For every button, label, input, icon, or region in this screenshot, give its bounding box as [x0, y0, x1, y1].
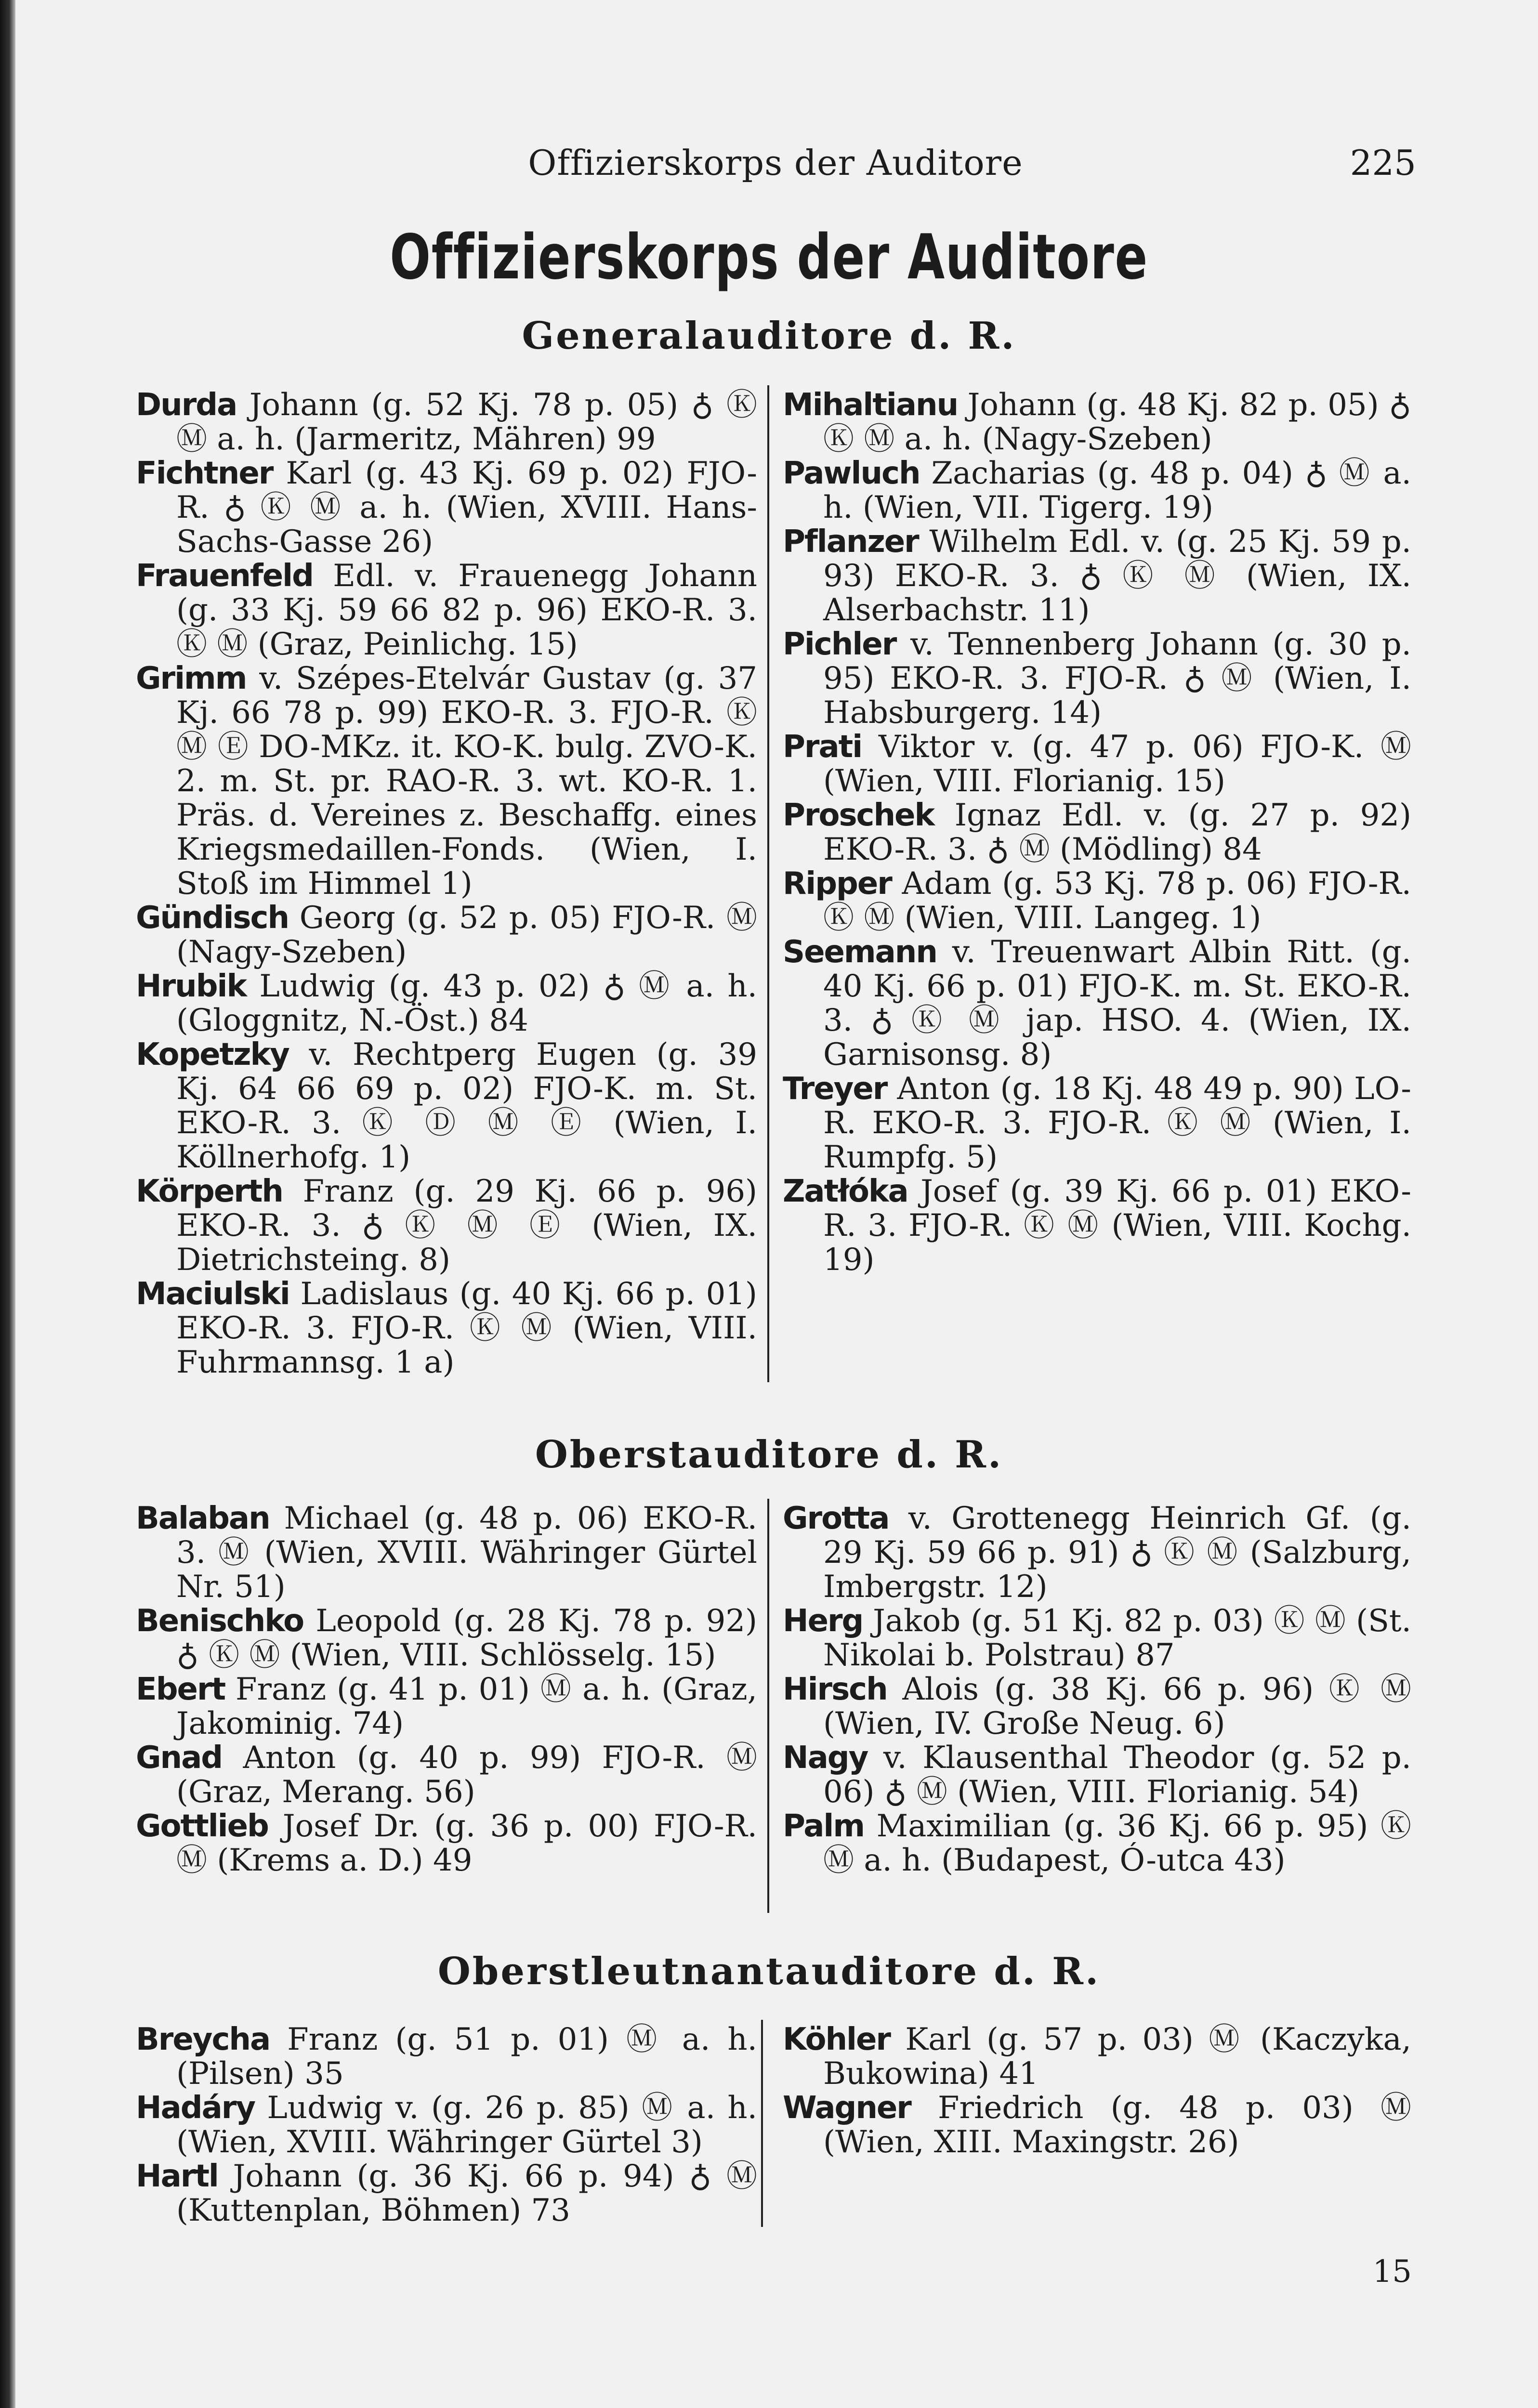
entry-details: Karl (g. 43 Kj. 69 p. 02) FJO-R. ♁ Ⓚ Ⓜ a. h. (Wien, XVIII. Hans-Sachs-Gasse 26) [176, 456, 757, 560]
section-heading-oberstauditore: Oberstauditore d. R. [535, 1433, 1003, 1477]
column-divider [767, 385, 769, 1382]
entry-details: Franz (g. 29 Kj. 66 p. 96) EKO-R. 3. ♁ Ⓚ Ⓜ Ⓔ (Wien, IX. Dietrichsteing. 8) [176, 1174, 757, 1278]
entry-surname: Gottlieb [136, 1808, 268, 1844]
directory-entry [136, 901, 757, 969]
entry-details: Franz (g. 51 p. 01) Ⓜ a. h. (Pilsen) 35 [176, 2022, 757, 2092]
page-header [135, 143, 1416, 191]
directory-entry [783, 628, 1411, 730]
entry-surname: Balaban [136, 1501, 270, 1536]
directory-entry [783, 1175, 1411, 1277]
entry-surname: Proschek [783, 798, 934, 833]
directory-entry [783, 730, 1411, 798]
directory-entry [783, 457, 1411, 525]
entry-details: Alois (g. 38 Kj. 66 p. 96) Ⓚ Ⓜ (Wien, IV. Große Neug. 6) [823, 1672, 1411, 1741]
entry-surname: Körperth [136, 1174, 283, 1209]
directory-entry [136, 969, 757, 1038]
directory-entry [783, 798, 1411, 867]
section-generalauditore-left-column [136, 388, 757, 1380]
directory-entry [783, 1741, 1411, 1809]
column-divider [767, 1499, 769, 1913]
entry-surname: Mihaltianu [783, 387, 958, 423]
directory-entry [136, 1673, 757, 1741]
entry-surname: Zatłóka [783, 1174, 908, 1209]
entry-details: Friedrich (g. 48 p. 03) Ⓜ (Wien, XIII. Maxingstr. 26) [823, 2090, 1411, 2160]
entry-surname: Ebert [136, 1672, 225, 1707]
page-number: 225 [1350, 143, 1416, 183]
entry-surname: Köhler [783, 2022, 890, 2057]
directory-entry [136, 559, 757, 662]
entry-details: Ludwig (g. 43 p. 02) ♁ Ⓜ a. h. (Gloggnitz, N.-Öst.) 84 [176, 968, 757, 1038]
entry-details: Josef (g. 39 Kj. 66 p. 01) EKO-R. 3. FJO-R. Ⓚ Ⓜ (Wien, VIII. Kochg. 19) [823, 1174, 1411, 1278]
directory-entry [783, 1809, 1411, 1878]
entry-surname: Wagner [783, 2090, 911, 2126]
section-heading-generalauditore: Generalauditore d. R. [522, 314, 1016, 358]
section-generalauditore-right-column [783, 388, 1411, 1277]
entry-surname: Pflanzer [783, 524, 919, 560]
directory-entry [136, 2159, 757, 2228]
directory-entry [783, 1502, 1411, 1604]
entry-surname: Maciulski [136, 1276, 289, 1312]
entry-surname: Grotta [783, 1501, 889, 1536]
entry-surname: Kopetzky [136, 1037, 289, 1073]
entry-details: Johann (g. 52 Kj. 78 p. 05) ♁ Ⓚ Ⓜ a. h. (Jarmeritz, Mähren) 99 [176, 387, 757, 457]
entry-surname: Breycha [136, 2022, 270, 2057]
entry-details: Josef Dr. (g. 36 p. 00) FJO-R. Ⓜ (Krems a. D.) 49 [176, 1808, 757, 1878]
directory-entry [783, 2023, 1411, 2091]
entry-surname: Prati [783, 729, 862, 765]
entry-surname: Hartl [136, 2159, 218, 2194]
entry-surname: Gnad [136, 1740, 223, 1776]
entry-details: v. Grottenegg Heinrich Gf. (g. 29 Kj. 59 66 p. 91) ♁ Ⓚ Ⓜ (Salzburg, Imbergstr. 12) [823, 1501, 1411, 1605]
entry-details: Anton (g. 18 Kj. 48 49 p. 90) LO-R. EKO-R. 3. FJO-R. Ⓚ Ⓜ (Wien, I. Rumpfg. 5) [823, 1071, 1411, 1175]
directory-entry [136, 1175, 757, 1277]
entry-surname: Palm [783, 1808, 864, 1844]
entry-surname: Gündisch [136, 900, 289, 936]
entry-details: Edl. v. Frauenegg Johann (g. 33 Kj. 59 66 82 p. 96) EKO-R. 3. Ⓚ Ⓜ (Graz, Peinlichg. 15) [176, 558, 757, 662]
directory-entry [136, 2091, 757, 2159]
running-head: Offizierskorps der Auditore [528, 143, 1023, 183]
entry-details: Ludwig v. (g. 26 p. 85) Ⓜ a. h. (Wien, XVIII. Währinger Gürtel 3) [176, 2090, 757, 2160]
directory-entry [136, 1604, 757, 1673]
entry-surname: Hadáry [136, 2090, 255, 2126]
entry-details: Maximilian (g. 36 Kj. 66 p. 95) Ⓚ Ⓜ a. h. (Budapest, Ó-utca 43) [823, 1808, 1411, 1878]
entry-surname: Pichler [783, 627, 896, 662]
directory-entry [136, 1741, 757, 1809]
section-oberstleutnantauditore-right-column [783, 2023, 1411, 2159]
entry-details: Johann (g. 36 Kj. 66 p. 94) ♁ Ⓜ (Kuttenplan, Böhmen) 73 [176, 2159, 757, 2228]
page-title: Offizierskorps der Auditore [390, 222, 1148, 293]
entry-surname: Herg [783, 1603, 863, 1639]
entry-details: v. Rechtperg Eugen (g. 39 Kj. 64 66 69 p. 02) FJO-K. m. St. EKO-R. 3. Ⓚ Ⓓ Ⓜ Ⓔ (Wien, I. Köllnerhofg. 1) [176, 1037, 757, 1175]
entry-details: v. Klausenthal Theodor (g. 52 p. 06) ♁ Ⓜ (Wien, VIII. Florianig. 54) [823, 1740, 1411, 1810]
directory-entry [136, 1038, 757, 1175]
section-oberstleutnantauditore-left-column [136, 2023, 757, 2228]
entry-surname: Benischko [136, 1603, 304, 1639]
directory-entry [136, 457, 757, 559]
directory-entry [783, 388, 1411, 457]
entry-surname: Pawluch [783, 456, 920, 491]
entry-surname: Hirsch [783, 1672, 887, 1707]
directory-entry [783, 867, 1411, 935]
directory-entry [136, 1502, 757, 1604]
entry-details: Zacharias (g. 48 p. 04) ♁ Ⓜ a. h. (Wien, VII. Tigerg. 19) [823, 456, 1411, 525]
entry-surname: Hrubik [136, 968, 246, 1004]
entry-details: Ignaz Edl. v. (g. 27 p. 92) EKO-R. 3. ♁ Ⓜ (Mödling) 84 [823, 798, 1411, 867]
directory-entry [136, 2023, 757, 2091]
section-heading-oberstleutnantauditore: Oberstleutnantauditore d. R. [437, 1950, 1101, 1993]
entry-details: Ladislaus (g. 40 Kj. 66 p. 01) EKO-R. 3. FJO-R. Ⓚ Ⓜ (Wien, VIII. Fuhrmannsg. 1 a) [176, 1276, 757, 1380]
directory-entry [783, 935, 1411, 1072]
directory-entry [136, 1809, 757, 1878]
entry-details: Michael (g. 48 p. 06) EKO-R. 3. Ⓜ (Wien, XVIII. Währinger Gürtel Nr. 51) [176, 1501, 757, 1605]
directory-entry [783, 2091, 1411, 2159]
directory-entry [783, 525, 1411, 628]
entry-details: Johann (g. 48 Kj. 82 p. 05) ♁ Ⓚ Ⓜ a. h. (Nagy-Szeben) [823, 387, 1411, 457]
directory-entry [136, 1277, 757, 1380]
entry-surname: Ripper [783, 866, 892, 902]
directory-entry [783, 1604, 1411, 1673]
entry-details: Leopold (g. 28 Kj. 78 p. 92) ♁ Ⓚ Ⓜ (Wien, VIII. Schlösselg. 15) [176, 1603, 757, 1673]
entry-surname: Treyer [783, 1071, 887, 1107]
entry-surname: Durda [136, 387, 237, 423]
section-oberstauditore-right-column [783, 1502, 1411, 1878]
entry-details: v. Tennenberg Johann (g. 30 p. 95) EKO-R. 3. FJO-R. ♁ Ⓜ (Wien, I. Habsburgerg. 14) [823, 627, 1411, 731]
entry-details: Adam (g. 53 Kj. 78 p. 06) FJO-R. Ⓚ Ⓜ (Wien, VIII. Langeg. 1) [823, 866, 1411, 936]
entry-details: v. Treuenwart Albin Ritt. (g. 40 Kj. 66 p. 01) FJO-K. m. St. EKO-R. 3. ♁ Ⓚ Ⓜ jap. HSO. 4. (Wien, IX. Garnisonsg. 8) [823, 934, 1411, 1073]
entry-details: Georg (g. 52 p. 05) FJO-R. Ⓜ (Nagy-Szeben) [176, 900, 757, 970]
entry-details: Franz (g. 41 p. 01) Ⓜ a. h. (Graz, Jakominig. 74) [176, 1672, 757, 1741]
book-spine-shadow [0, 0, 15, 2408]
column-divider [761, 2020, 763, 2227]
entry-details: Viktor v. (g. 47 p. 06) FJO-K. Ⓜ (Wien, VIII. Florianig. 15) [823, 729, 1411, 799]
entry-details: v. Szépes-Etelvár Gustav (g. 37 Kj. 66 78 p. 99) EKO-R. 3. FJO-R. Ⓚ Ⓜ Ⓔ DO-MKz. it. KO-K. bulg. ZVO-K. 2. m. St. pr. RAO-R. 3. wt. KO-R. 1. Präs. d. Vereines z. Beschaffg. eines Kriegsmedaillen-Fonds. (Wien, I. Stoß im Himmel 1) [176, 661, 757, 902]
entry-details: Wilhelm Edl. v. (g. 25 Kj. 59 p. 93) EKO-R. 3. ♁ Ⓚ Ⓜ (Wien, IX. Alserbachstr. 11) [823, 524, 1411, 628]
entry-surname: Frauenfeld [136, 558, 313, 594]
entry-details: Anton (g. 40 p. 99) FJO-R. Ⓜ (Graz, Merang. 56) [176, 1740, 757, 1810]
entry-details: Jakob (g. 51 Kj. 82 p. 03) Ⓚ Ⓜ (St. Nikolai b. Polstrau) 87 [823, 1603, 1411, 1673]
directory-entry [136, 662, 757, 901]
section-oberstauditore-left-column [136, 1502, 757, 1878]
directory-entry [783, 1072, 1411, 1175]
entry-surname: Grimm [136, 661, 247, 696]
entry-surname: Seemann [783, 934, 937, 970]
directory-entry [783, 1673, 1411, 1741]
directory-entry [136, 388, 757, 457]
signature-mark: 15 [1372, 2254, 1412, 2290]
entry-surname: Nagy [783, 1740, 868, 1776]
entry-details: Karl (g. 57 p. 03) Ⓜ (Kaczyka, Bukowina) 41 [823, 2022, 1411, 2092]
entry-surname: Fichtner [136, 456, 273, 491]
